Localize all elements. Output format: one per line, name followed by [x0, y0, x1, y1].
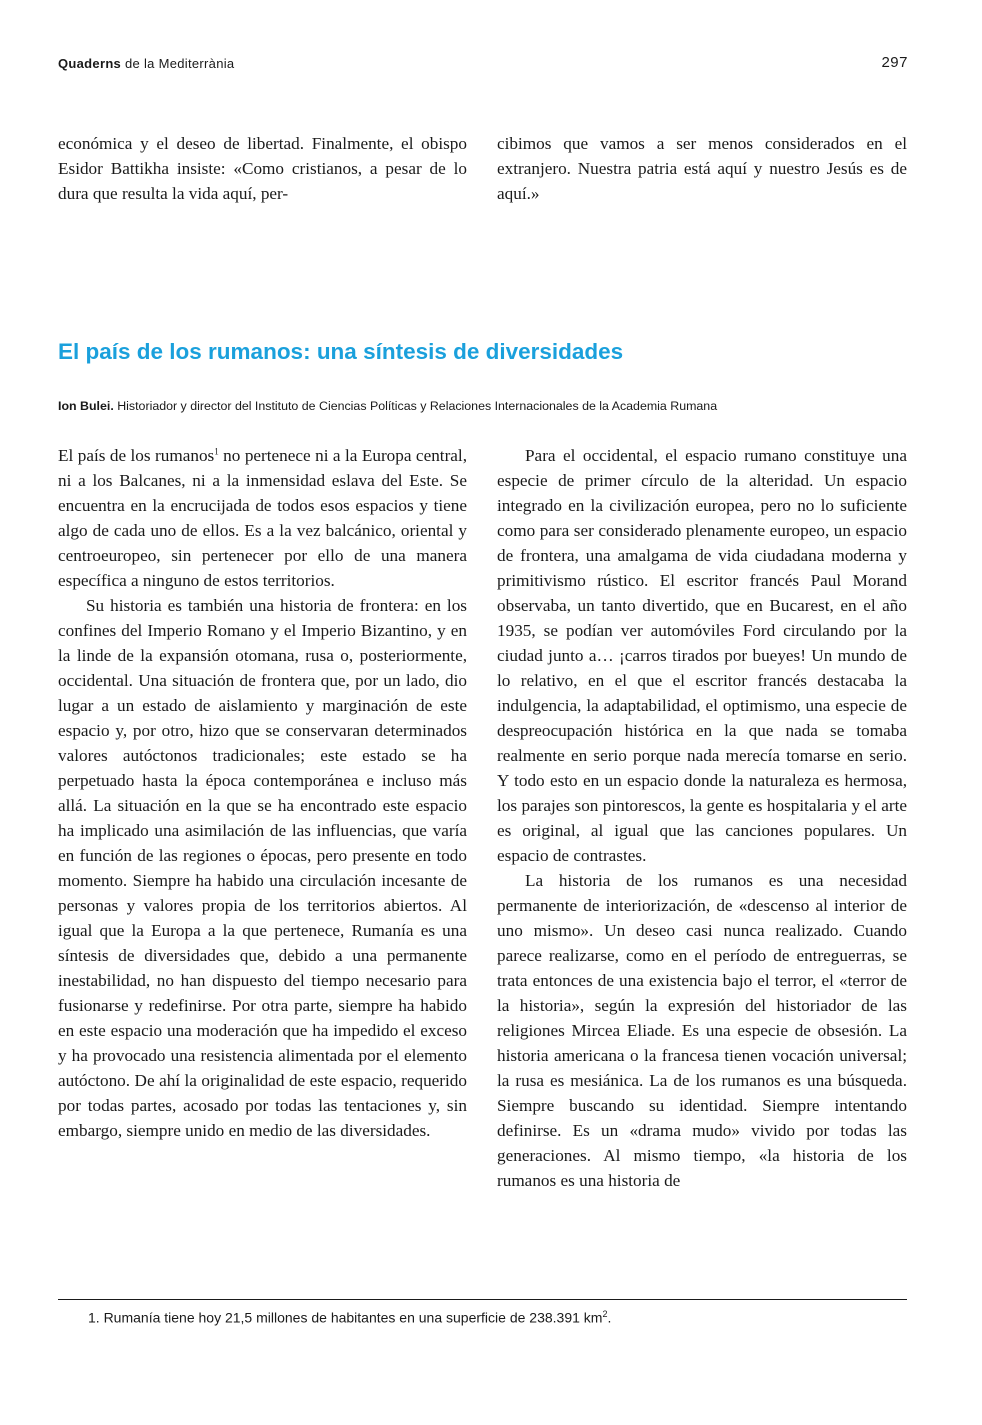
previous-article-left-column — [58, 131, 467, 206]
page-number: 297 — [881, 54, 908, 71]
previous-article-paragraph: cibimos que vamos a ser menos considerados en el extranjero. Nuestra patria está aquí y nuestro Jesús es de aquí.» — [497, 134, 907, 203]
previous-article-right-column — [497, 131, 907, 206]
footnote-superscript: 2 — [602, 1309, 608, 1319]
article-paragraph-4: La historia de los rumanos es una necesidad permanente de interiorización, de «descenso al interior de uno mismo». Un deseo casi nunca realizado. Cuando parece realizarse, como en el período de entreguerras, se trata entonces de una existencia bajo el terror, el «terror de la historia», según la expresión del historiador de las religiones Mircea Eliade. Es una especie de obsesión. La historia americana o la francesa tienen vocación universal; la rusa es mesiánica. La de los rumanos es una búsqueda. Siempre buscando su identidad. Siempre intentando definirse. Es un «drama mudo» vivido por todas las generaciones. Al mismo tiempo, «la historia de los rumanos es una historia de — [497, 871, 907, 1190]
journal-name-rest: de la Mediterrània — [121, 56, 235, 71]
footnote-divider — [58, 1299, 907, 1300]
journal-name-bold: Quaderns — [58, 56, 122, 71]
footnote-end: . — [607, 1309, 612, 1326]
previous-article-paragraph: económica y el deseo de libertad. Finalmente, el obispo Esidor Battikha insiste: «Como cristianos, a pesar de lo dura que resulta la vida aquí, per- — [58, 134, 467, 203]
article-paragraph-3: Para el occidental, el espacio rumano constituye una especie de primer círculo de la alteridad. Un espacio integrado en la civilización europea, pero no lo suficiente como para ser considerado plenamente europeo, un espacio de frontera, una amalgama de vida ciudadana moderna y primitivismo rústico. El escritor francés Paul Morand observaba, un tanto divertido, que en Bucarest, en el año 1935, se podían ver automóviles Ford circulando por la ciudad junto a… ¡carros tirados por bueyes! Un mundo de lo relativo, en el que el escritor francés destacaba la indulgencia, la adaptabilidad, el optimismo, una especie de despreocupación histórica en la que nada se tomaba realmente en serio porque nada merecía tomarse en serio. Y todo esto en un espacio donde la naturaleza es hermosa, los parajes son pintorescos, la gente es hospitalaria y el arte es original, al igual que las canciones populares. Un espacio de contrastes. — [497, 446, 907, 865]
author-name: Ion Bulei. — [58, 399, 114, 413]
article-paragraph-2: Su historia es también una historia de frontera: en los confines del Imperio Romano y el Imperio Bizantino, y en la linde de la expansión otomana, rusa o, posteriormente, occidental. Una situación de frontera que, por un lado, dio lugar a un estado de aislamiento y marginación de este espacio y, por otro, hizo que se conservaran determinados valores autóctonos tradicionales; este estado se ha perpetuado hasta la época contemporánea e incluso más allá. La situación en la que se ha encontrado este espacio ha implicado una asimilación de las influencias, que varía en función de las regiones o épocas, pero presente en todo momento. Siempre ha habido una circulación incesante de personas y valores propia de los territorios abiertos. Al igual que la Europa a la que pertenece, Rumanía es una síntesis de diversidades que, debido a una permanente inestabilidad, no han dispuesto del tiempo necesario para fusionarse y redefinirse. Por otra parte, siempre ha habido en este espacio una moderación que ha impedido el exceso y ha provocado una resistencia alimentada por el elemento autóctono. De ahí la originalidad de este espacio, requerido por todas partes, acosado por todas las tentaciones y, sin embargo, siempre unido en medio de las diversidades. — [58, 596, 467, 1140]
author-affiliation: Historiador y director del Instituto de Ciencias Políticas y Relaciones Internacionales de la Academia Rumana — [113, 399, 718, 413]
footnote-text: 1. Rumanía tiene hoy 21,5 millones de habitantes en una superficie de 238.391 km — [88, 1309, 603, 1326]
article-left-column — [58, 443, 467, 1143]
footnote-reference[interactable]: 1 — [214, 446, 219, 457]
paragraph-1-start: El país de los rumanos — [58, 446, 215, 465]
paragraph-1-rest: no pertenece ni a la Europa central, ni a los Balcanes, ni a la inmensidad eslava del Este. Se encuentra en la encrucijada de todos esos espacios y tiene algo de cada uno de ellos. Es a la vez balcánico, oriental y centroeuropeo, sin pertenecer por ello de una manera específica a ninguno de estos territorios. — [58, 446, 467, 590]
article-paragraph-1 — [58, 443, 467, 593]
byline — [58, 399, 918, 413]
article-right-column — [497, 443, 907, 1193]
running-head — [58, 56, 908, 76]
footnote — [88, 1309, 908, 1326]
article-title: El país de los rumanos: una síntesis de diversidades — [58, 339, 624, 364]
